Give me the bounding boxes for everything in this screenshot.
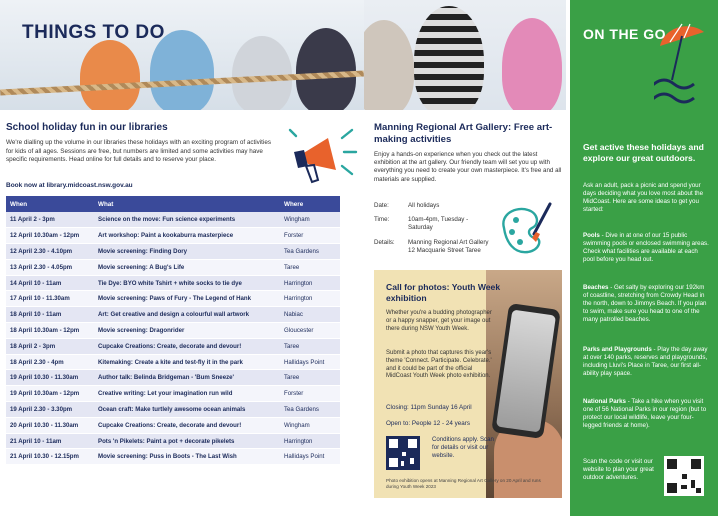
- event-what: Movie screening: Finding Dory: [94, 244, 280, 260]
- event-where: Harrington: [280, 275, 340, 291]
- qr-code-outdoors[interactable]: [664, 456, 704, 496]
- photo-open-to: Open to: People 12 - 24 years: [386, 420, 471, 427]
- kid-figure: [296, 28, 356, 110]
- event-where: Tea Gardens: [280, 244, 340, 260]
- column-header-what: What: [94, 196, 280, 212]
- event-where: Forster: [280, 386, 340, 402]
- event-when: 18 April 2 - 3pm: [6, 338, 94, 354]
- photo-callout-text-2: Submit a photo that captures this year's theme 'Connect. Participate. Celebrate.' and it could be part of the official MidCoast Youth Week photo exhibition.: [386, 350, 492, 380]
- event-where: Nabiac: [280, 307, 340, 323]
- qr-code-youth-week[interactable]: [386, 436, 420, 470]
- event-where: Wingham: [280, 417, 340, 433]
- photo-closing-date: Closing: 11pm Sunday 16 April: [386, 404, 472, 411]
- event-where: Taree: [280, 338, 340, 354]
- event-when: 21 April 10 - 11am: [6, 433, 94, 449]
- art-details-row: [374, 239, 494, 265]
- event-when: 12 April 10.30am - 12pm: [6, 228, 94, 244]
- art-gallery-section: [374, 122, 562, 184]
- table-row: [6, 338, 340, 354]
- paint-palette-icon: [494, 198, 556, 258]
- event-what: Creative writing: Let your imagination run wild: [94, 386, 280, 402]
- table-row: [6, 228, 340, 244]
- event-where: Tea Gardens: [280, 402, 340, 418]
- event-when: 18 April 10.30am - 12pm: [6, 323, 94, 339]
- event-what: Art workshop: Paint a kookaburra masterpiece: [94, 228, 280, 244]
- art-time-value: 10am-4pm, Tuesday - Saturday: [408, 216, 469, 232]
- table-row: [6, 417, 340, 433]
- table-row: [6, 307, 340, 323]
- photo-callout-heading: Call for photos: Youth Week exhibition: [386, 282, 501, 303]
- beach-umbrella-icon: [654, 18, 710, 114]
- event-when: 17 April 10 - 11.30am: [6, 291, 94, 307]
- youth-week-photo-callout: [374, 270, 562, 498]
- photo-footnote: Photo exhibition opens at Manning Regional Art Gallery on 20 April and runs during Youth Week 2023: [386, 478, 541, 489]
- event-where: Wingham: [280, 212, 340, 228]
- table-row: [6, 370, 340, 386]
- event-where: Hallidays Point: [280, 354, 340, 370]
- events-table-body: [6, 212, 340, 465]
- event-when: 12 April 2.30 - 4.10pm: [6, 244, 94, 260]
- libraries-heading: School holiday fun in our libraries: [6, 122, 168, 133]
- event-what: Movie screening: Paws of Fury - The Legend of Hank: [94, 291, 280, 307]
- event-what: Pots 'n Pikelets: Paint a pot + decorate pikelets: [94, 433, 280, 449]
- scan-code-text: Scan the code or visit our website to plan your great outdoor adventures.: [583, 458, 654, 481]
- event-when: 18 April 10 - 11am: [6, 307, 94, 323]
- column-header-when: When: [6, 196, 94, 212]
- table-row: [6, 291, 340, 307]
- table-row: [6, 323, 340, 339]
- art-date-value: All holidays: [408, 202, 440, 209]
- event-what: Ocean craft: Make turtlely awesome ocean animals: [94, 402, 280, 418]
- event-what: Movie screening: Dragonrider: [94, 323, 280, 339]
- table-row: [6, 244, 340, 260]
- event-where: Hallidays Point: [280, 449, 340, 465]
- event-where: Harrington: [280, 433, 340, 449]
- book-now-link[interactable]: Book now at library.midcoast.nsw.gov.au: [6, 182, 133, 189]
- event-what: Cupcake Creations: Create, decorate and devour!: [94, 338, 280, 354]
- event-what: Tie Dye: BYO white Tshirt + white socks to tie dye: [94, 275, 280, 291]
- pools-label: Pools: [583, 232, 600, 239]
- national-parks-label: National Parks: [583, 398, 626, 405]
- event-when: 14 April 10 - 11am: [6, 275, 94, 291]
- event-when: 19 April 2.30 - 3.30pm: [6, 402, 94, 418]
- on-the-go-intro: Ask an adult, pack a picnic and spend your days deciding what you love most about the MidCoast. Here are some ideas to get you started:: [583, 182, 704, 213]
- table-row: [6, 259, 340, 275]
- kid-figure: [502, 18, 562, 110]
- pools-paragraph: [583, 232, 711, 264]
- libraries-intro: [6, 122, 276, 165]
- event-when: 19 April 10.30am - 12pm: [6, 386, 94, 402]
- event-what: Kitemaking: Create a kite and test-fly it in the park: [94, 354, 280, 370]
- kid-figure: [80, 40, 140, 110]
- table-row: [6, 275, 340, 291]
- event-where: Gloucester: [280, 323, 340, 339]
- parks-paragraph: [583, 346, 711, 378]
- table-row: [6, 433, 340, 449]
- event-when: 21 April 10.30 - 12.15pm: [6, 449, 94, 465]
- art-gallery-heading: Manning Regional Art Gallery: Free art-making activities: [374, 122, 553, 145]
- hero-image-kids: [0, 0, 364, 110]
- on-the-go-panel: [570, 0, 718, 516]
- beaches-text: - Get salty by exploring our 192km of coastline, stretching from Crowdy Head in the north, down to Jimmys Beach. If you plan to swim, make sure you head to one of the many patrolled beaches.: [583, 284, 707, 323]
- event-when: 20 April 10.30 - 11.30am: [6, 417, 94, 433]
- art-date-row: [374, 202, 494, 212]
- event-what: Cupcake Creations: Create, decorate and devour!: [94, 417, 280, 433]
- art-date-label: Date:: [374, 202, 389, 209]
- pools-text: - Dive in at one of our 15 public swimming pools or enclosed swimming areas. Check what facilities are available at each pool before you head out.: [583, 232, 709, 263]
- section-title-on-the-go: ON THE GO: [583, 26, 667, 42]
- national-parks-paragraph: [583, 398, 711, 430]
- table-header-row: [6, 196, 340, 212]
- table-row: [6, 212, 340, 228]
- on-the-go-heading: Get active these holidays and explore our great outdoors.: [583, 142, 704, 163]
- photo-callout-text-1: Whether you're a budding photographer or a happy snapper, get your image out there during NSW Youth Week.: [386, 310, 492, 332]
- column-header-where: Where: [280, 196, 340, 212]
- photo-conditions-text: Conditions apply. Scan for details or visit our website.: [432, 436, 494, 459]
- event-when: 11 April 2 - 3pm: [6, 212, 94, 228]
- beaches-label: Beaches: [583, 284, 609, 291]
- megaphone-icon: [282, 116, 358, 188]
- kid-figure: [414, 6, 484, 110]
- hero-image-kids-2: [364, 0, 566, 110]
- beaches-paragraph: [583, 284, 711, 324]
- parks-text: - Play the day away at over 140 parks, reserves and playgrounds, including Lluvi's Place in Taree, our first all-ability play space.: [583, 346, 708, 377]
- table-row: [6, 354, 340, 370]
- section-title-things-to-do: THINGS TO DO: [22, 22, 165, 43]
- art-time-label: Time:: [374, 216, 390, 223]
- event-where: Taree: [280, 370, 340, 386]
- event-where: Taree: [280, 259, 340, 275]
- national-parks-text: - Take a hike when you visit one of 56 National Parks in our region (but to protect our local wildlife, leave your four-legged friends at home).: [583, 398, 707, 429]
- event-what: Science on the move: Fun science experiments: [94, 212, 280, 228]
- table-row: [6, 402, 340, 418]
- art-details-value: Manning Regional Art Gallery 12 Macquarie Street Taree: [408, 239, 489, 255]
- art-gallery-text: Enjoy a hands-on experience when you check out the latest exhibition at the art gallery. Our friendly team will set you up with everything you need to create your own masterpiece. It's free and all materials are supplied.: [374, 151, 562, 183]
- table-row: [6, 449, 340, 465]
- art-time-row: [374, 216, 494, 234]
- event-where: Forster: [280, 228, 340, 244]
- table-row: [6, 386, 340, 402]
- event-what: Movie screening: A Bug's Life: [94, 259, 280, 275]
- event-what: Author talk: Belinda Bridgeman - 'Bum Sneeze': [94, 370, 280, 386]
- libraries-intro-text: We're dialling up the volume in our libraries these holidays with an exciting program of activities for kids of all ages. Sessions are free, but numbers are limited and some activities may have specific requirements. Head online for full details and to reserve your place.: [6, 139, 271, 163]
- kid-figure: [232, 36, 292, 110]
- kid-figure: [364, 20, 414, 110]
- events-table: [6, 196, 340, 465]
- event-when: 19 April 10.30 - 11.30am: [6, 370, 94, 386]
- event-where: Harrington: [280, 291, 340, 307]
- parks-label: Parks and Playgrounds: [583, 346, 652, 353]
- event-what: Movie screening: Puss in Boots - The Last Wish: [94, 449, 280, 465]
- art-details-label: Details:: [374, 239, 395, 246]
- event-what: Art: Get creative and design a colourful wall artwork: [94, 307, 280, 323]
- event-when: 13 April 2.30 - 4.05pm: [6, 259, 94, 275]
- event-when: 18 April 2.30 - 4pm: [6, 354, 94, 370]
